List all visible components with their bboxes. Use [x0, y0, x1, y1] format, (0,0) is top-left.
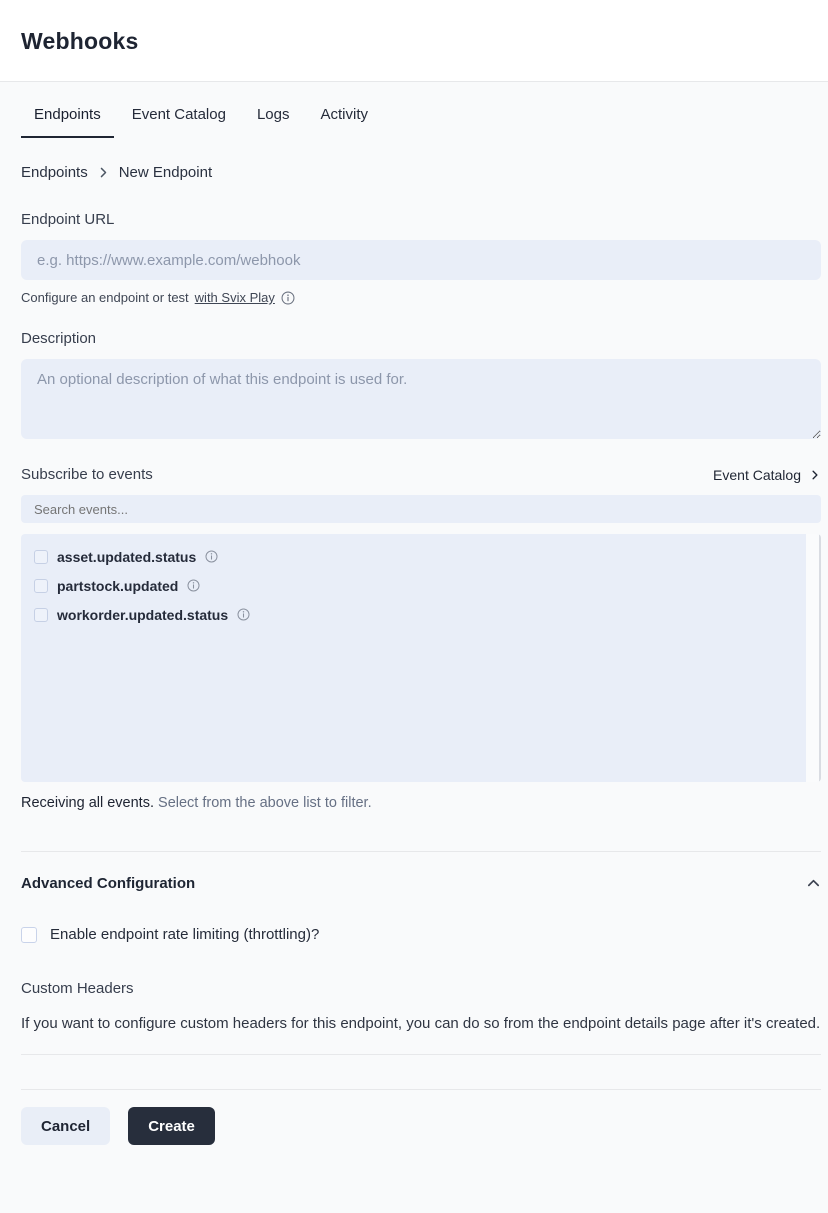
- advanced-configuration-title: Advanced Configuration: [21, 875, 196, 892]
- new-endpoint-form: [0, 211, 828, 1145]
- event-row: [34, 571, 821, 600]
- event-catalog-link-label: Event Catalog: [713, 466, 801, 483]
- endpoint-url-input[interactable]: [21, 240, 821, 280]
- rate-limit-row: [21, 926, 821, 943]
- description-textarea[interactable]: [21, 359, 821, 439]
- event-checkbox[interactable]: [34, 579, 48, 593]
- events-list-scrollbar[interactable]: [806, 534, 821, 782]
- info-icon[interactable]: [205, 550, 218, 563]
- info-icon[interactable]: [281, 291, 295, 305]
- search-events-input[interactable]: [21, 495, 821, 523]
- event-checkbox[interactable]: [34, 550, 48, 564]
- event-row: [34, 542, 821, 571]
- receiving-status-rest: Select from the above list to filter.: [158, 795, 372, 811]
- event-row: [34, 600, 821, 629]
- helper-text: Configure an endpoint or test: [21, 290, 189, 305]
- section-divider: [21, 1054, 821, 1055]
- advanced-configuration-toggle[interactable]: [21, 875, 821, 892]
- chevron-up-icon: [806, 876, 821, 891]
- breadcrumb-endpoints[interactable]: Endpoints: [21, 164, 88, 181]
- cancel-button[interactable]: Cancel: [21, 1107, 110, 1145]
- event-name: partstock.updated: [57, 577, 179, 594]
- create-button[interactable]: Create: [128, 1107, 215, 1145]
- description-label: Description: [21, 330, 97, 347]
- subscribe-label: Subscribe to events: [21, 466, 153, 483]
- form-actions: [21, 1107, 821, 1145]
- event-name: asset.updated.status: [57, 548, 197, 565]
- breadcrumb-new-endpoint: New Endpoint: [118, 164, 213, 181]
- info-icon[interactable]: [187, 579, 200, 592]
- chevron-right-icon: [809, 469, 821, 481]
- event-name: workorder.updated.status: [57, 606, 229, 623]
- rate-limit-checkbox[interactable]: [21, 927, 37, 943]
- subscribe-header-row: [21, 466, 821, 483]
- tab-endpoints[interactable]: Endpoints: [21, 90, 114, 138]
- receiving-status-strong: Receiving all events.: [21, 795, 154, 811]
- event-catalog-link[interactable]: [713, 467, 821, 483]
- footer-divider: [21, 1089, 821, 1090]
- chevron-right-icon: [97, 166, 110, 179]
- svix-play-link[interactable]: with Svix Play: [194, 290, 275, 305]
- info-icon[interactable]: [237, 608, 250, 621]
- endpoint-url-helper: [21, 290, 821, 305]
- custom-headers-title: Custom Headers: [21, 980, 134, 997]
- breadcrumb: [21, 164, 807, 181]
- page-header: [0, 0, 828, 82]
- receiving-status: [21, 795, 821, 811]
- tab-activity[interactable]: Activity: [320, 106, 368, 123]
- section-divider: [21, 851, 821, 852]
- tab-bar: [0, 90, 828, 138]
- event-checkbox[interactable]: [34, 608, 48, 622]
- rate-limit-label: Enable endpoint rate limiting (throttling)?: [50, 926, 320, 943]
- endpoint-url-label: Endpoint URL: [21, 211, 115, 228]
- events-list[interactable]: [21, 534, 821, 782]
- tab-event-catalog[interactable]: Event Catalog: [131, 106, 226, 123]
- tab-logs[interactable]: Logs: [256, 106, 290, 123]
- custom-headers-description: If you want to configure custom headers for this endpoint, you can do so from the endpoint details page after it's created.: [21, 1015, 821, 1032]
- page-title: Webhooks: [21, 28, 139, 54]
